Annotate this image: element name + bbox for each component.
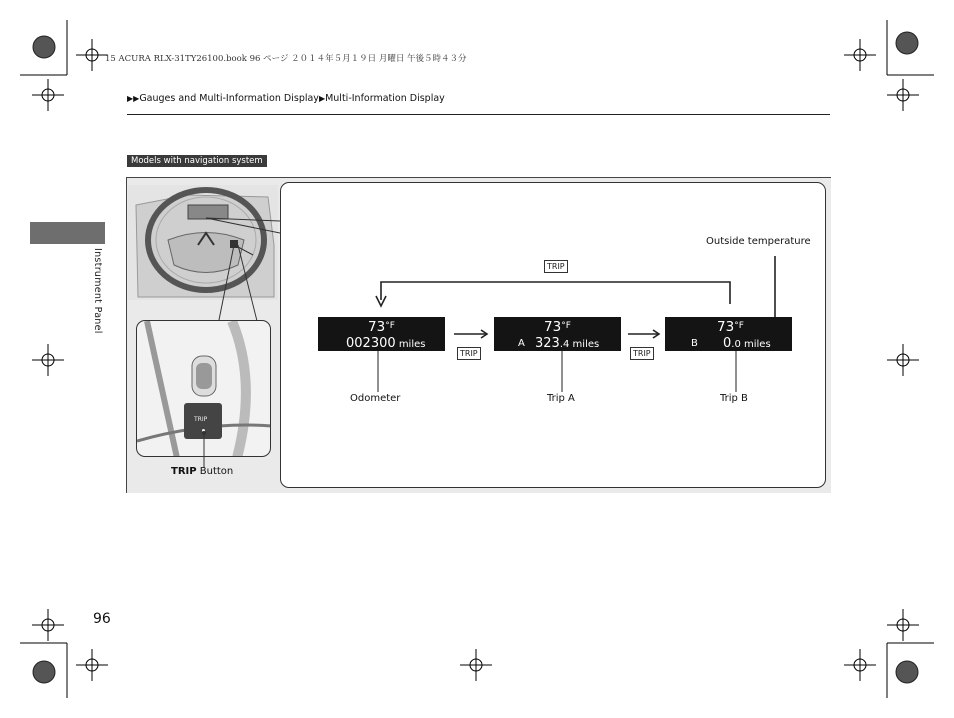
trip-a-value-main: 323 [535,336,560,351]
trip-a-screen [494,317,621,351]
odometer-miles: miles [395,339,426,350]
trip-button-caption-rest: Button [196,466,234,477]
trip-key-top: TRIP [544,260,568,273]
trip-b-value-main: 0 [723,336,732,351]
model-tag: Models with navigation system [127,155,267,167]
trip-key-left: TRIP [457,347,481,360]
trip-a-temp [544,319,571,335]
trip-button-caption-bold: TRIP [171,466,197,477]
page-number: 96 [93,611,111,627]
outside-temperature-label: Outside temperature [706,236,811,247]
trip-b-value-tail: .0 [731,339,741,350]
odometer-value-main: 0023 [346,336,380,351]
odometer-value [346,336,425,351]
trip-a-miles: miles [569,339,600,350]
trip-a-prefix: A [518,338,525,349]
odometer-temp-unit: °F [385,321,395,331]
trip-a-temp-value: 73 [544,319,562,335]
odometer-caption: Odometer [350,393,401,404]
breadcrumb-separator: ▶ [318,94,326,103]
odometer-temp-value: 73 [368,319,386,335]
trip-b-value [723,336,771,351]
breadcrumb-section-link[interactable]: Gauges and Multi-Information Display [139,93,319,104]
trip-key-right: TRIP [630,347,654,360]
trip-b-temp [717,319,744,335]
trip-a-value-tail: .4 [559,339,570,350]
breadcrumb-current: Multi-Information Display [325,93,445,104]
trip-b-temp-unit: °F [734,321,744,331]
odometer-temp [368,319,395,335]
trip-a-caption: Trip A [547,393,575,404]
chapter-label: Instrument Panel [92,248,103,334]
trip-button-face-text: TRIP [194,416,208,423]
trip-b-caption: Trip B [720,393,748,404]
breadcrumb-arrows: ▶▶ [127,94,140,103]
trip-b-screen [665,317,792,351]
trip-a-value [535,336,599,351]
trip-b-prefix: B [691,338,698,349]
trip-a-temp-unit: °F [561,321,571,331]
odometer-value-tail: 00 [379,336,396,351]
trip-b-miles: miles [740,339,771,350]
odometer-screen [318,317,445,351]
trip-b-temp-value: 73 [717,319,735,335]
book-header: 15 ACURA RLX-31TY26100.book 96 ページ ２０１４年５月１９日 月曜日 午後５時４３分 [105,54,467,64]
